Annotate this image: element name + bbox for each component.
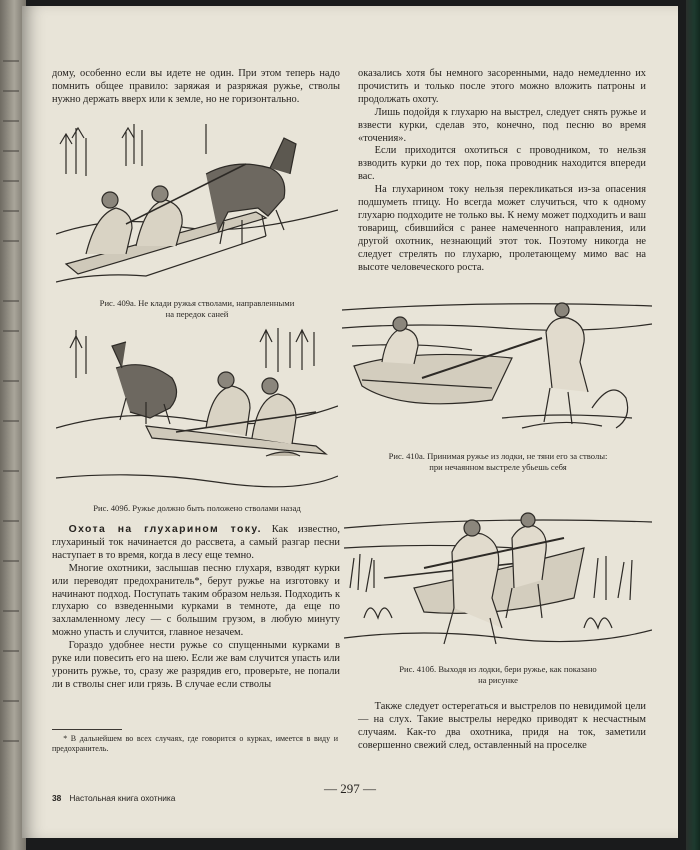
sleigh-horse-hunters-illustration (56, 114, 338, 294)
paragraph: дому, особенно если вы идете не один. При этом теперь надо помнить общее правило: заряжая и разряжая ружье, стволы нужно держать вверх или к земле, но не горизонтально. (52, 68, 340, 105)
caption-line: Рис. 409а. Не клади ружья стволами, направленными (99, 298, 295, 308)
boat-exit-illustration (344, 488, 652, 660)
caption-line: Рис. 410а. Принимая ружье из лодки, не тяни его за стволы: (388, 451, 608, 461)
section-title: Охота на глухарином току. (68, 524, 262, 535)
sleigh-going-away-illustration (56, 328, 338, 498)
section-paragraph (52, 524, 340, 563)
figure-410a-caption (342, 451, 654, 473)
figure-410b-caption (342, 664, 654, 686)
section-lead-text: Как известно, глухариный ток начинается до рассвета, а самый разгар песни наступает в то время, когда в лесу еще темно. (52, 524, 340, 561)
right-top-text (358, 68, 646, 275)
footer-number: 38 (52, 793, 62, 803)
figure-410b (344, 488, 652, 660)
caption-line: Рис. 410б. Выходя из лодки, бери ружье, как показано (399, 664, 597, 674)
paragraph: Многие охотники, заслышав песню глухаря, взводят курки или переводят предохранитель*, берут ружье на изготовку и начинают подход. Поступать таким образом нельзя. Подходить к глухарю со взведенными курками в темноте, да еще по захламленному лесу — с большим грузом, в любую минуту можно упасть и случится, главное незачем. (52, 562, 340, 639)
paragraph: Гораздо удобнее нести ружье со спущенными курками в руке или повесить его на шею. Если же вам случится упасть или уронить ружье, то, сразу же разрядив его, проверьте, не попали ли в стволы снег или грязь. В случае если стволы (52, 640, 340, 690)
caption-line: на передок саней (165, 309, 229, 319)
left-top-text (52, 68, 340, 107)
figure-409a-caption (52, 298, 342, 320)
boat-gun-handover-illustration (342, 288, 652, 446)
paragraph: Также следует остерегаться и выстрелов по невидимой цели — на слух. Такие выстрелы нередко приводят к несчастным случаям. Как-то два охотника, придя на ток, заметили совершенно свежий след, оставленный на проселке (358, 701, 646, 751)
footnote-text: * В дальнейшем во всех случаях, где говорится о курках, имеется в виду и предохранитель. (52, 734, 338, 754)
figure-409b (56, 328, 338, 498)
figure-409b-caption (50, 503, 344, 514)
paragraph: Лишь подойдя к глухарю на выстрел, следует снять ружье и взвести курки, сделав это, конечно, под песню во время «точения». (358, 106, 646, 144)
caption-line: Рис. 409б. Ружье должно быть положено стволами назад (93, 503, 301, 513)
caption-line: при нечаянном выстреле убьешь себя (429, 462, 567, 472)
footer-title: Настольная книга охотника (69, 793, 176, 803)
figure-410a (342, 288, 652, 446)
paragraph: Если приходится охотиться с проводником, то нельзя взводить курки до тех пор, пока проводник находится впереди вас. (358, 145, 646, 183)
paragraph: На глухарином току нельзя перекликаться из-за опасения подшуметь птицу. Но всегда может случиться, что к одному глухарю подходите не только вы. К нему может подходить и ваш товарищ, сбившийся с ранее намеченного направления, или другой охотник, незнающий этот ток. Поэтому никогда не следует стрелять по глухарю, пролетающему мимо вас на высоте человеческого роста. (358, 184, 646, 273)
paragraph: оказались хотя бы немного засоренными, надо немедленно их прочистить и только после этого можно вложить патроны и продолжать охоту. (358, 68, 646, 105)
figure-409a (56, 114, 338, 294)
book-cover-edge (686, 0, 700, 850)
caption-line: на рисунке (478, 675, 518, 685)
right-bottom-text (358, 701, 646, 753)
book-page (22, 6, 678, 838)
page-number: — 297 — (324, 781, 376, 796)
running-footer (52, 793, 175, 803)
footnote-divider (52, 729, 122, 730)
left-section-text (52, 524, 340, 692)
footnote (52, 734, 338, 754)
